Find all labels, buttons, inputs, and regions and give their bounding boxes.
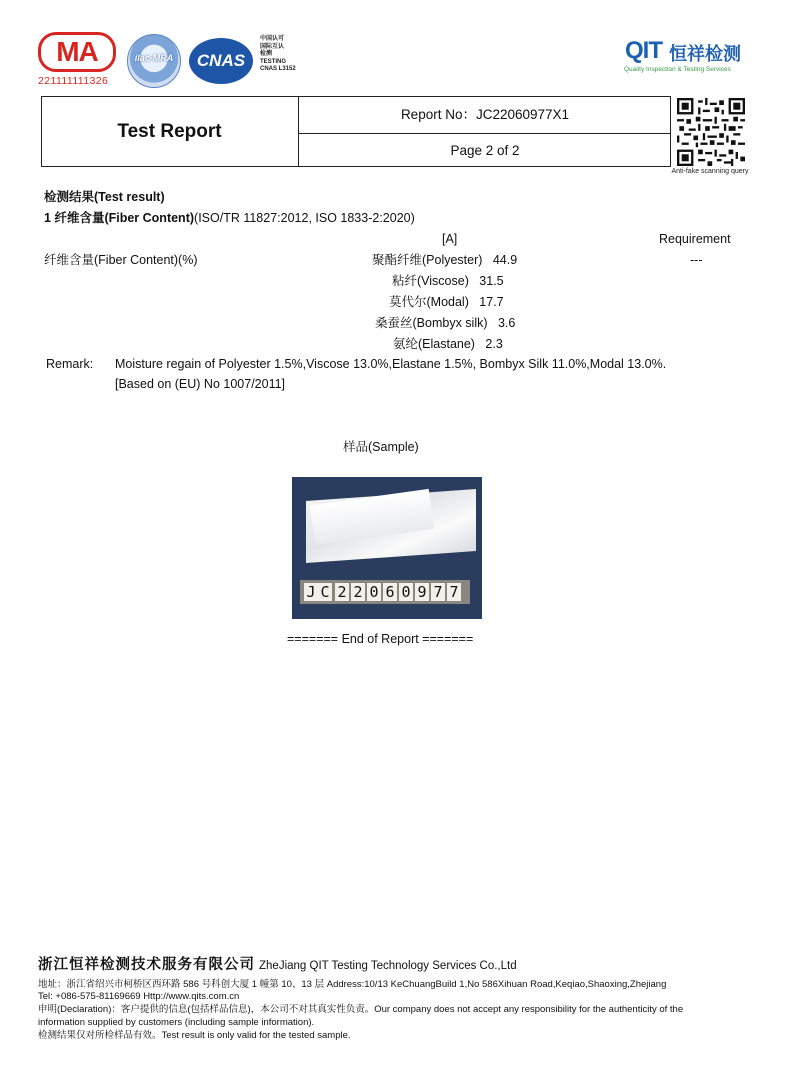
fiber-content-row-label: 纤维含量(Fiber Content)(%) (44, 253, 198, 267)
tag-char: 6 (383, 583, 397, 601)
remark-label: Remark: (46, 357, 94, 371)
end-of-report: ======= End of Report ======= (287, 632, 474, 646)
fiber-row: 氨纶(Elastane) 2.3 (393, 337, 503, 351)
validity-note: 检测结果仅对所检样品有效。Test result is only valid for the tested sample. (38, 1030, 351, 1041)
company-name: 浙江恒祥检测技术服务有限公司 ZheJiang QIT Testing Technology Services Co.,Ltd (38, 956, 517, 973)
tag-char: 9 (415, 583, 429, 601)
sample-photo (292, 477, 482, 619)
page-indicator: Page 2 of 2 (450, 143, 520, 158)
qit-logo: QIT (625, 37, 662, 64)
tag-char: 2 (351, 583, 365, 601)
fiber-row: 桑蚕丝(Bombyx silk) 3.6 (375, 316, 516, 330)
cma-number: 221111111326 (38, 75, 109, 87)
fiber-row: 莫代尔(Modal) 17.7 (389, 295, 504, 309)
tag-char: 7 (431, 583, 445, 601)
report-number-label: Report No： (400, 107, 476, 122)
qr-caption: Anti-fake scanning query (671, 168, 749, 175)
report-title: Test Report (41, 96, 299, 167)
company-address: 地址：浙江省绍兴市柯桥区西环路 586 号科创大厦 1 幢第 10、13 层 Address:10/13 KeChuangBuild 1,No 586Xihuan Road,Keqiao,Shaoxing,Zhejiang (38, 979, 667, 990)
report-number-row (299, 96, 671, 134)
tag-char: 7 (447, 583, 461, 601)
requirement-header: Requirement (659, 232, 731, 246)
report-number: JC22060977X1 (475, 107, 570, 122)
tag-char: J (304, 583, 318, 601)
declaration-line1: 申明(Declaration)：客户提供的信息(包括样品信息)，本公司不对其真实性负责。Our company does not accept any responsibility for the authenticity of the (38, 1004, 684, 1015)
sample-label: 样品(Sample) (343, 440, 419, 454)
requirement-value: --- (690, 253, 703, 267)
section-title: 检测结果(Test result) (44, 190, 165, 204)
qit-logo-cn: 恒祥检测 (669, 44, 741, 64)
qit-slogan: Quality Inspection & Testing Services (624, 66, 731, 73)
fiber-content-heading: 1 纤维含量(Fiber Content)(ISO/TR 11827:2012, ISO 1833-2:2020) (44, 211, 415, 225)
cma-logo: MA (38, 32, 116, 72)
fiber-row: 粘纤(Viscose) 31.5 (392, 274, 504, 288)
fiber-row: 聚酯纤维(Polyester) 44.9 (372, 253, 518, 267)
tag-char: C (318, 583, 332, 601)
cnas-logo: CNAS (189, 38, 253, 84)
remark-text: Moisture regain of Polyester 1.5%,Viscose 13.0%,Elastane 1.5%, Bombyx Silk 11.0%,Modal 13.0%. (115, 357, 667, 371)
tag-char: 0 (367, 583, 381, 601)
tag-char: 0 (399, 583, 413, 601)
qr-code (677, 98, 745, 166)
column-a-header: [A] (442, 232, 458, 246)
cnas-accreditation-text: 中国认可 国际互认 检测 TESTING CNAS L3152 (260, 36, 296, 72)
tag-char: 2 (335, 583, 349, 601)
declaration-line2: information supplied by customers (including sample information). (38, 1017, 315, 1028)
company-contact: Tel: +086-575-81169669 Http://www.qits.com.cn (38, 991, 240, 1002)
ilac-mra-text: ilac-MRA (134, 53, 174, 63)
remark-basis: [Based on (EU) No 1007/2011] (115, 377, 286, 391)
